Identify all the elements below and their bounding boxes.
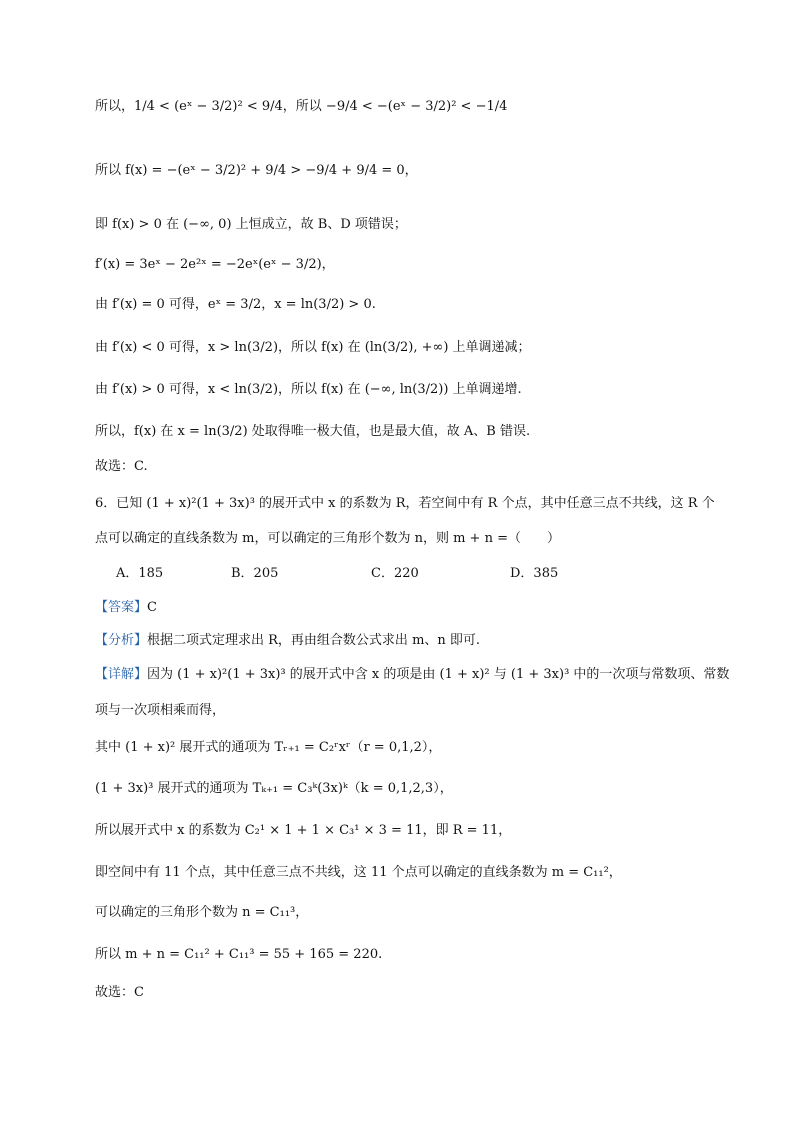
inequality-line-1: 所以，1/4 < (eˣ − 3/2)² < 9/4，所以 −9/4 < −(eˣ − 3/2)² < −1/4 — [95, 99, 508, 114]
detail-tag: 【详解】 — [95, 667, 148, 682]
analysis-tag: 【分析】 — [95, 633, 148, 648]
question-6-stem-line-1: 6．已知 (1 + x)²(1 + 3x)³ 的展开式中 x 的系数为 R，若空间中有 R 个点，其中任意三点不共线，这 R 个 — [95, 496, 715, 511]
conclusion-line-bd: 即 f(x) > 0 在 (−∞, 0) 上恒成立，故 B、D 项错误； — [95, 217, 407, 232]
general-term-line-2: (1 + 3x)³ 展开式的通项为 Tₖ₊₁ = C₃ᵏ(3x)ᵏ（k = 0,1,2,3）， — [95, 781, 453, 796]
derivative-line: f′(x) = 3eˣ − 2e²ˣ = −2eˣ(eˣ − 3/2)， — [95, 257, 335, 272]
answer-row — [95, 597, 157, 619]
triangle-count-line: 可以确定的三角形个数为 n = C₁₁³， — [95, 905, 309, 920]
answer-tag: 【答案】 — [95, 600, 148, 615]
lines-count-line: 即空间中有 11 个点，其中任意三点不共线，这 11 个点可以确定的直线条数为 m = C₁₁²， — [95, 865, 622, 880]
critical-point-line: 由 f′(x) = 0 可得，eˣ = 3/2，x = ln(3/2) > 0. — [95, 297, 376, 312]
maximum-line: 所以，f(x) 在 x = ln(3/2) 处取得唯一极大值，也是最大值，故 A、B 错误. — [95, 424, 531, 439]
answer-value: C — [147, 600, 157, 615]
analysis-row — [95, 630, 480, 652]
analysis-text: 根据二项式定理求出 R，再由组合数公式求出 m、n 即可. — [147, 633, 481, 648]
question-6-options — [0, 563, 794, 585]
increasing-line: 由 f′(x) > 0 可得，x < ln(3/2)，所以 f(x) 在 (−∞, ln(3/2)) 上单调递增. — [95, 382, 522, 397]
function-value-line: 所以 f(x) = −(eˣ − 3/2)² + 9/4 > −9/4 + 9/4 = 0， — [95, 163, 418, 178]
option-a: A．185 — [116, 566, 164, 581]
general-term-line-1: 其中 (1 + x)² 展开式的通项为 Tᵣ₊₁ = C₂ʳxʳ（r = 0,1,2）， — [95, 740, 442, 755]
detail-text: 因为 (1 + x)²(1 + 3x)³ 的展开式中含 x 的项是由 (1 + x)² 与 (1 + 3x)³ 中的一次项与常数项、常数 — [147, 667, 730, 682]
coefficient-line: 所以展开式中 x 的系数为 C₂¹ × 1 + 1 × C₃¹ × 3 = 11，即 R = 11， — [95, 823, 512, 838]
detail-row — [95, 664, 729, 686]
decreasing-line: 由 f′(x) < 0 可得，x > ln(3/2)，所以 f(x) 在 (ln(3/2), +∞) 上单调递减； — [95, 340, 531, 355]
option-c: C．220 — [371, 566, 419, 581]
option-b: B．205 — [231, 566, 279, 581]
detail-line-2: 项与一次项相乘而得， — [95, 703, 226, 718]
answer-choice-line-5: 故选：C. — [95, 459, 148, 474]
answer-choice-line-6: 故选：C — [95, 985, 144, 1000]
question-6-stem-line-2: 点可以确定的直线条数为 m，可以确定的三角形个数为 n，则 m + n =（ ） — [95, 531, 560, 546]
sum-line: 所以 m + n = C₁₁² + C₁₁³ = 55 + 165 = 220. — [95, 947, 383, 962]
option-d: D．385 — [510, 566, 559, 581]
